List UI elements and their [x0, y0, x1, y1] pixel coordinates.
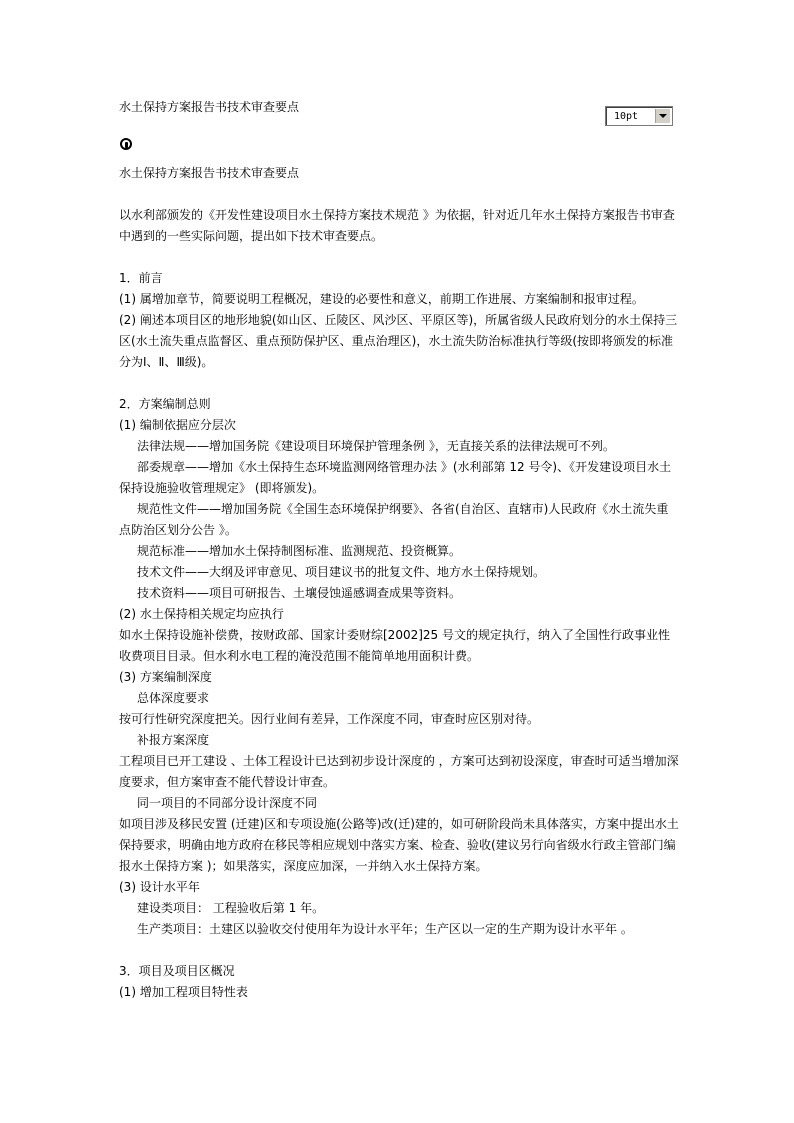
construction-project-year: 建设类项目： 工程验收后第 1 年。 — [137, 901, 325, 915]
section-1-item-2: (2) 阐述本项目区的地形地貌(如山区、丘陵区、风沙区、平原区等)，所属省级人民政府划分的水土保持三区(水土流失重点监督区、重点预防保护区、重点治理区)，水土流失防治标准执行等级(按即将颁发的标准分为Ⅰ、Ⅱ、Ⅲ级)。 — [119, 313, 678, 369]
supplement-depth-text: 工程项目已开工建设 、土体工程设计已达到初步设计深度的 ，方案可达到初设深度，审查时可适当增加深度要求，但方案审查不能代替设计审查。 — [119, 754, 679, 789]
basis-tech-docs: 技术文件——大纲及评审意见、项目建议书的批复文件、地方水土保持规划。 — [137, 565, 546, 579]
section-2-title: 2．方案编制总则 — [119, 397, 211, 411]
spacer — [119, 940, 679, 961]
section-3-title: 3．项目及项目区概况 — [119, 964, 235, 978]
radio-button-icon[interactable] — [120, 138, 132, 150]
font-size-value: 10pt — [614, 111, 639, 122]
compensation-paragraph: 如水土保持设施补偿费，按财政部、国家计委财综[2002]25 号文的规定执行，纳入了全国性行政事业性收费项目目录。但水利水电工程的淹没范围不能简单地用面积计费。 — [119, 628, 670, 663]
production-project-year: 生产类项目：土建区以验收交付使用年为设计水平年；生产区以一定的生产期为设计水平年 。 — [137, 922, 633, 936]
basis-rules: 部委规章——增加《水土保持生态环境监测网络管理办法 》(水利部第 12 号令)、《开发建设项目水土保持设施验收管理规定》 (即将颁发)。 — [119, 460, 672, 495]
overall-depth-heading: 总体深度要求 — [137, 691, 210, 705]
section-2-item-1: (1) 编制依据应分层次 — [119, 418, 236, 432]
document-body — [119, 163, 679, 1003]
section-2-item-4: (3) 设计水平年 — [119, 880, 200, 894]
different-depth-heading: 同一项目的不同部分设计深度不同 — [137, 796, 318, 810]
section-2-item-2: (2) 水土保持相关规定均应执行 — [119, 607, 284, 621]
basis-standards: 规范标准——增加水土保持制图标准、监测规范、投资概算。 — [137, 544, 462, 558]
section-2-item-3: (3) 方案编制深度 — [119, 670, 212, 684]
chevron-down-icon[interactable] — [655, 109, 670, 123]
spacer — [119, 247, 679, 268]
section-1-item-1: (1) 属增加章节，简要说明工程概况，建设的必要性和意义，前期工作进展、方案编制和报审过程。 — [119, 292, 644, 306]
basis-tech-data: 技术资料——项目可研报告、土壤侵蚀遥感调查成果等资料。 — [137, 586, 462, 600]
section-1-title: 1．前言 — [119, 271, 163, 285]
spacer — [119, 373, 679, 394]
spacer — [119, 184, 679, 205]
section-3-item-1: (1) 增加工程项目特性表 — [119, 985, 248, 999]
font-size-select[interactable] — [605, 106, 673, 126]
basis-normative-docs: 规范性文件——增加国务院《全国生态环境保护纲要》、各省(自治区、直辖市)人民政府《水土流失重点防治区划分公告 》。 — [119, 502, 669, 537]
document-header-title: 水土保持方案报告书技术审查要点 — [119, 100, 300, 114]
overall-depth-text: 按可行性研究深度把关。因行业间有差异，工作深度不同，审查时应区别对待。 — [119, 712, 540, 726]
body-title: 水土保持方案报告书技术审查要点 — [119, 166, 300, 180]
basis-laws: 法律法规——增加国务院《建设项目环境保护管理条例 》，无直接关系的法律法规可不列。 — [137, 439, 615, 453]
different-depth-text: 如项目涉及移民安置 (迁建)区和专项设施(公路等)改(迁)建的，如可研阶段尚未具体落实，方案中提出水土保持要求，明确由地方政府在移民等相应规划中落实方案、检查、验收(建议另行向省级水行政主管部门编报水土保持方案 )；如果落实，深度应加深，一并纳入水土保持方案。 — [119, 817, 679, 873]
intro-paragraph: 以水利部颁发的《开发性建设项目水土保持方案技术规范 》为依据，针对近几年水土保持方案报告书审查中遇到的一些实际问题，提出如下技术审查要点。 — [119, 208, 675, 243]
supplement-depth-heading: 补报方案深度 — [137, 733, 210, 747]
